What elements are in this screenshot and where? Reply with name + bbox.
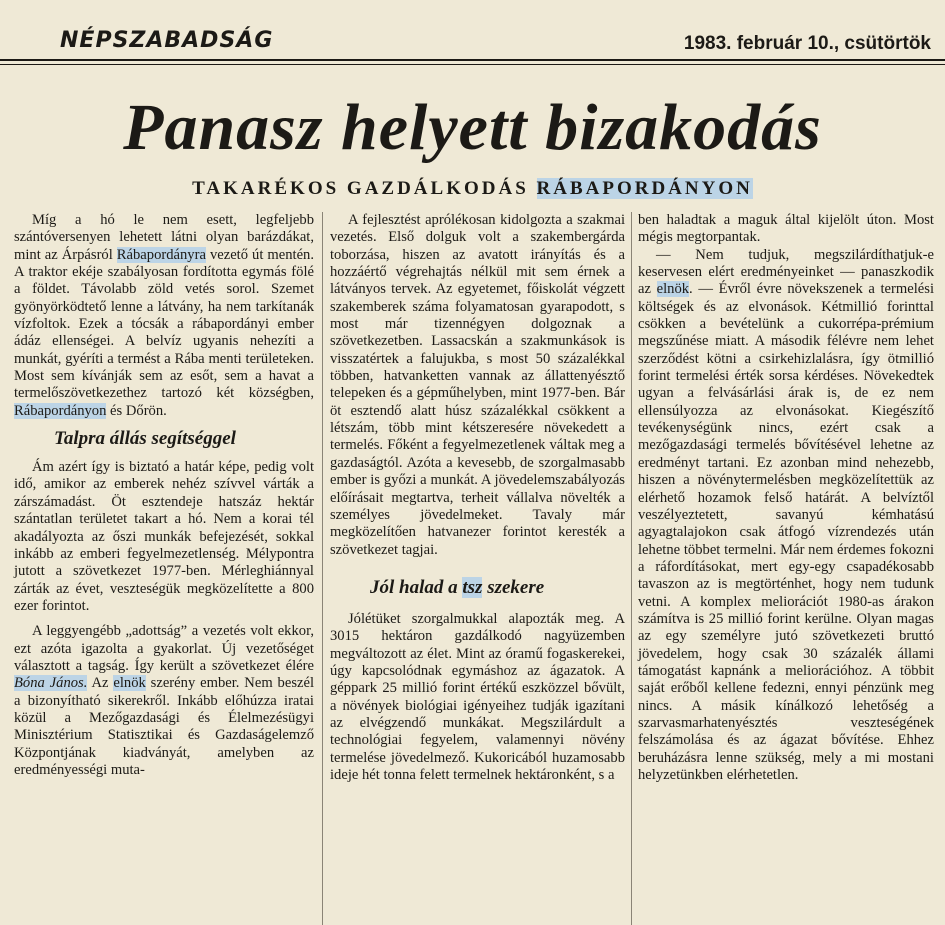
newspaper-name: NÉPSZABADSÁG xyxy=(60,28,274,53)
text-run: és Dőrön. xyxy=(106,402,167,419)
highlighted-term: tsz xyxy=(462,576,483,598)
highlighted-term: elnök xyxy=(656,281,690,298)
issue-date: 1983. február 10., csütörtök xyxy=(683,33,931,54)
article-column-2 xyxy=(330,212,625,784)
paragraph xyxy=(14,212,314,420)
text-run: Az xyxy=(87,675,114,692)
article-subhead xyxy=(0,174,945,204)
article-headline: Panasz helyett bizakodás xyxy=(123,91,822,164)
paragraph xyxy=(14,623,314,779)
paragraph xyxy=(638,247,934,785)
text-run: szekere xyxy=(482,576,545,598)
text-run: Míg a hó le nem esett, legfeljebb szántóversenyen lehetett látni olyan barázdákat, mint az Árpásról xyxy=(14,212,314,263)
subhead-text: TAKARÉKOS GAZDÁLKODÁS xyxy=(192,178,537,199)
highlighted-term: Rábapordányon xyxy=(14,402,107,419)
highlighted-term: elnök xyxy=(113,675,146,692)
paragraph: Jólétüket szorgalmukkal alapozták meg. A 3015 hektáron gazdálkodó nagyüzemben megváltozott az élet. Mint az óramű fogaskerekei, úgy kapcsolódnak egymáshoz az ágazatok. A géppark 25 millió forint értékű eszközzel bővült, a növények biológiai igényeihez tudják igazítani az elvégzendő munkákat. Megszilárdult a technológiai fegyelem, valamennyi növény termelése jövedelmező. Kukoricából huzamosabb ideje hét tonna felett termelnek hektáronként, s a xyxy=(330,610,625,783)
paragraph: ben haladtak a maguk által kijelölt úton. Most mégis megtorpantak. xyxy=(638,212,934,246)
column-divider xyxy=(631,212,632,925)
article-column-1 xyxy=(14,212,314,779)
text-run: — Nem tudjuk, megszilárdíthatjuk-e keservesen elért eredményeinket — panaszkodik az xyxy=(638,246,934,298)
highlighted-term: Bóna János. xyxy=(14,675,88,692)
text-run: vezető út mentén. A traktor ekéje szabályosan fordította egymás fölé a földet. Távolabb zöld vetés sorol. Szemet gyönyörködtető lenne a látvány, ha nem tarkítanák vízfoltok. Ezek a tócsák a rábapordányi ember ádáz ellenségei. A belvíz ugyanis nehezíti a munkát, gyéríti a termést a Rába menti területeken. Most sem kívánják sem az esőt, sem a havat a termelőszövetkezethez tartozó két községben, xyxy=(14,246,314,402)
masthead xyxy=(0,0,945,60)
paragraph: Ám azért így is biztató a határ képe, pedig volt idő, amikor az emberek nehéz szívvel várták a zárszámadást. Öt esztendeje hatszáz hektár szántatlan területet takart a hó. Nem a korai tél akadályozta az őszi munkák befejezését, sokkal inkább az emberi fegyelmezetlenség. Mélypontra jutott a szövetkezet 1977-ben. Mérleghiánnyal zárták az évet, veszteségük megközelítette a 800 ezer forintot. xyxy=(14,459,314,614)
section-heading xyxy=(330,577,625,599)
subhead-highlight: RÁBAPORDÁNYON xyxy=(536,178,753,199)
highlighted-term: Rábapordányra xyxy=(116,246,206,263)
masthead-rule xyxy=(0,59,945,61)
paragraph: A fejlesztést aprólékosan kidolgozta a szakmai vezetés. Első dolguk volt a szakembergárda toborzása, hiszen az avatott irányítás és a hozzáértő végrehajtás nélkül mit sem érnek a látványos tervek. Az egyetemet, főiskolát végzett szakemberek száma folyamatosan gyarapodott, s most már tizennégyen dolgoznak a szövetkezetben. Lassacskán a szakmunkások is visszatértek a falujukba, s most 50 százalékkal többen, hatvanketten vannak az állattenyésztő telepeken és a gépműhelyben, mint 1977-ben. Bár öt esztendő alatt húsz százalékkal csökkent a létszám, több mint kétszeresére növekedett a termelés. Főként a fegyelmezetlenek váltak meg a gazdaságtól. Azóta a kevesebb, de szorgalmasabb ember is győzi a munkát. A jövedelemszabályozás előírásait megtartva, terheit vállalva növelték a személyes jövedelmeket. Tavaly már megközelítően hatvanezer forintot keresték a szövetkezet tagjai. xyxy=(330,212,625,558)
article-column-3 xyxy=(638,212,934,784)
column-divider xyxy=(322,212,323,925)
section-heading: Talpra állás segítséggel xyxy=(54,428,236,450)
masthead-rule-thin xyxy=(0,64,945,65)
text-run: . — Évről évre növekszenek a termelési költségek és az elvonások. Kétmillió forinttal csökken a bevételünk a cukorrépa-prémium megszűnése miatt. A második félévre nem lehet szerződést kötni a csirkehizlalásra, így ötmillió forint termelési érték sorsa kérdéses. Növekedtek ugyan a felvásárlási árak is, de ez nem ellensúlyozza az elvonásokat. Kiegészítő tevékenységünk nincs, ezért csak a mezőgazdasági termelés bővítésével lehetne az eredményt tartani. Ez azonban mind nehezebb, hiszen a növénytermelésben megközelítettük az elérhető hozamok felső határát. A belvíztől veszélyeztetett, savanyú kémhatású agyagtalajokon csak átfogó vízrendezés után lehetne többet termelni. Már nem érdemes fokozni a ráfordításokat, mert egy-egy csapadékosabb tavaszon az is megtörténhet, hogy nem tudunk vetni. A komplex meliorációt 1980-as árakon számítva is 25 millió forint kerülne. Olyan magas az egy személyre jutó szövetkezeti bruttó jövedelem, hogy csak 30 százalék állami támogatást kapnánk a meliorációhoz. A többit saját erőből kellene fedezni, ennyi pénzünk meg nincs. A másik kínálkozó lehetőség a szarvasmarhatenyésztés veszteségének felszámolása és az ágazat bővítése. Ehhez beruházásra lenne szükség, mely a mi mostani helyzetünkben elérhetetlen. xyxy=(638,281,934,783)
text-run: szerény ember. Nem beszél a bizonyítható sikerekről. Inkább előhúzza iratai közül a Mezőgazdasági és Élelmezésügyi Minisztérium Statisztikai és Gazdaságelemző Központjának kiadványát, amelyben az eredményességi muta- xyxy=(14,675,315,778)
text-run: A leggyengébb „adottság” a vezetés volt ekkor, ezt azóta igazolta a gyakorlat. Új vezetőséget választott a tagság. Így került a szövetkezet élére xyxy=(14,623,314,674)
text-run: Jól halad a xyxy=(370,576,463,598)
